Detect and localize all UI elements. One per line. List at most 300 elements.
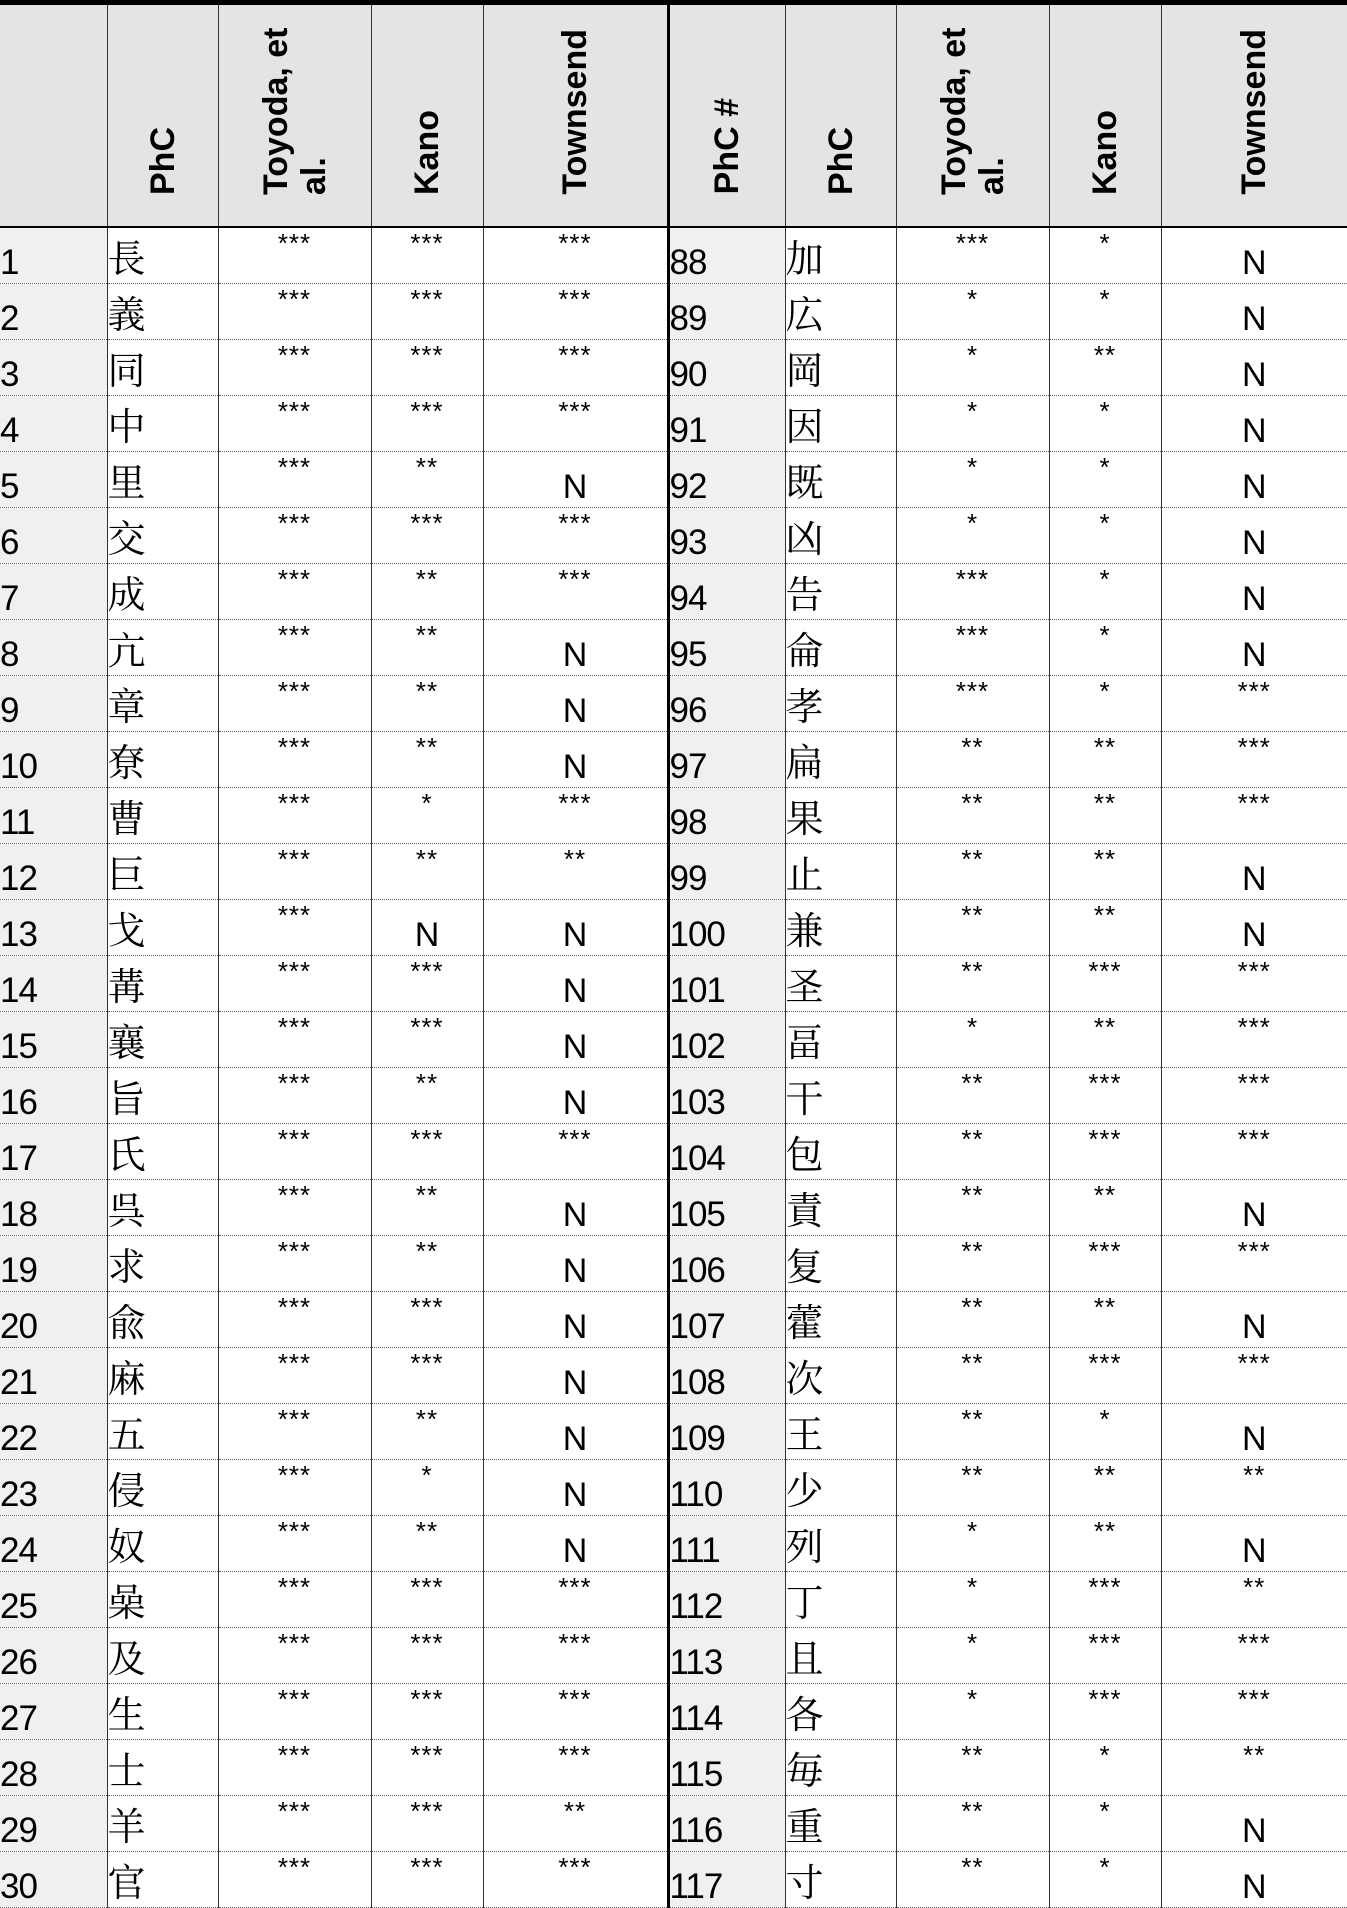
- phonetic-character-right: 干: [785, 1067, 896, 1123]
- kano-significance-right: *: [1049, 1851, 1161, 1907]
- table-row: [0, 1291, 1347, 1347]
- row-number-left: 26: [0, 1627, 107, 1683]
- kano-significance-right: ***: [1049, 1627, 1161, 1683]
- toyoda-significance-right: **: [896, 1347, 1049, 1403]
- toyoda-significance-right: **: [896, 1795, 1049, 1851]
- table-row: [0, 899, 1347, 955]
- toyoda-significance-left: ***: [218, 1235, 371, 1291]
- row-number-right: 114: [668, 1683, 785, 1739]
- phonetic-character-left: 亢: [107, 619, 218, 675]
- row-number-left: 23: [0, 1459, 107, 1515]
- kano-significance-left: ***: [371, 227, 483, 284]
- townsend-significance-right: ***: [1161, 731, 1347, 787]
- toyoda-significance-left: ***: [218, 1459, 371, 1515]
- kano-significance-left: ***: [371, 955, 483, 1011]
- townsend-significance-right: N: [1161, 507, 1347, 563]
- row-number-right: 101: [668, 955, 785, 1011]
- toyoda-significance-right: **: [896, 1291, 1049, 1347]
- phonetic-character-right: 責: [785, 1179, 896, 1235]
- table-row: [0, 227, 1347, 284]
- kano-significance-left: ***: [371, 1571, 483, 1627]
- kano-significance-right: ***: [1049, 1571, 1161, 1627]
- row-number-right: 103: [668, 1067, 785, 1123]
- toyoda-significance-left: ***: [218, 1011, 371, 1067]
- header-label: Kano: [408, 109, 446, 195]
- phonetic-character-right: 侖: [785, 619, 896, 675]
- toyoda-significance-right: *: [896, 339, 1049, 395]
- row-number-left: 13: [0, 899, 107, 955]
- phonetic-character-right: 重: [785, 1795, 896, 1851]
- kano-significance-right: *: [1049, 507, 1161, 563]
- townsend-significance-left: ***: [483, 227, 668, 284]
- table-row: [0, 675, 1347, 731]
- phonetic-character-left: 長: [107, 227, 218, 284]
- row-number-right: 110: [668, 1459, 785, 1515]
- row-number-left: 29: [0, 1795, 107, 1851]
- header-label: Townsend: [1235, 28, 1274, 195]
- townsend-significance-right: N: [1161, 1515, 1347, 1571]
- townsend-significance-right: N: [1161, 843, 1347, 899]
- phonetic-character-left: 成: [107, 563, 218, 619]
- row-number-right: 111: [668, 1515, 785, 1571]
- toyoda-significance-right: **: [896, 1739, 1049, 1795]
- phonetic-character-left: 尞: [107, 731, 218, 787]
- kano-significance-right: ***: [1049, 1683, 1161, 1739]
- toyoda-significance-left: ***: [218, 787, 371, 843]
- row-number-left: 21: [0, 1347, 107, 1403]
- phonetic-character-left: 及: [107, 1627, 218, 1683]
- toyoda-significance-right: *: [896, 395, 1049, 451]
- header-label: Kano: [1086, 109, 1124, 195]
- phonetic-character-left: 義: [107, 283, 218, 339]
- row-number-right: 99: [668, 843, 785, 899]
- row-number-left: 14: [0, 955, 107, 1011]
- toyoda-significance-left: ***: [218, 619, 371, 675]
- phonetic-character-right: 王: [785, 1403, 896, 1459]
- row-number-right: 95: [668, 619, 785, 675]
- kano-significance-right: **: [1049, 787, 1161, 843]
- kano-significance-left: **: [371, 1179, 483, 1235]
- toyoda-significance-right: **: [896, 1067, 1049, 1123]
- townsend-significance-left: N: [483, 955, 668, 1011]
- row-number-left: 20: [0, 1291, 107, 1347]
- header-toyoda-left: [218, 3, 371, 227]
- phonetic-character-right: 兼: [785, 899, 896, 955]
- phonetic-character-left: 旨: [107, 1067, 218, 1123]
- townsend-significance-right: ***: [1161, 1683, 1347, 1739]
- table-row: [0, 1683, 1347, 1739]
- kano-significance-right: **: [1049, 1179, 1161, 1235]
- toyoda-significance-left: ***: [218, 451, 371, 507]
- phonetic-character-right: 复: [785, 1235, 896, 1291]
- row-number-left: 30: [0, 1851, 107, 1907]
- row-number-left: 6: [0, 507, 107, 563]
- kano-significance-left: ***: [371, 1851, 483, 1907]
- header-label: Toyoda, et al.: [934, 27, 1011, 195]
- townsend-significance-right: ***: [1161, 1627, 1347, 1683]
- table-row: [0, 1459, 1347, 1515]
- table-header: [0, 3, 1347, 227]
- toyoda-significance-left: ***: [218, 1683, 371, 1739]
- kano-significance-right: **: [1049, 731, 1161, 787]
- toyoda-significance-right: ***: [896, 227, 1049, 284]
- row-number-right: 108: [668, 1347, 785, 1403]
- row-number-right: 116: [668, 1795, 785, 1851]
- row-number-right: 117: [668, 1851, 785, 1907]
- townsend-significance-left: ***: [483, 395, 668, 451]
- phonetic-character-right: 次: [785, 1347, 896, 1403]
- phonetic-character-left: 侵: [107, 1459, 218, 1515]
- townsend-significance-left: **: [483, 1795, 668, 1851]
- townsend-significance-right: **: [1161, 1739, 1347, 1795]
- kano-significance-left: ***: [371, 339, 483, 395]
- kano-significance-left: *: [371, 787, 483, 843]
- townsend-significance-right: N: [1161, 1795, 1347, 1851]
- kano-significance-left: ***: [371, 1123, 483, 1179]
- kano-significance-left: **: [371, 451, 483, 507]
- header-number-left: [0, 3, 107, 227]
- toyoda-significance-left: ***: [218, 1571, 371, 1627]
- phonetic-character-right: 藿: [785, 1291, 896, 1347]
- kano-significance-left: ***: [371, 1739, 483, 1795]
- table-row: [0, 283, 1347, 339]
- table-row: [0, 1739, 1347, 1795]
- phonetic-character-left: 求: [107, 1235, 218, 1291]
- townsend-significance-left: N: [483, 1235, 668, 1291]
- header-label: PhC: [143, 126, 182, 195]
- row-number-left: 4: [0, 395, 107, 451]
- kano-significance-right: *: [1049, 227, 1161, 284]
- kano-significance-left: ***: [371, 1011, 483, 1067]
- row-number-right: 105: [668, 1179, 785, 1235]
- toyoda-significance-left: ***: [218, 227, 371, 284]
- toyoda-significance-left: ***: [218, 1123, 371, 1179]
- kano-significance-right: **: [1049, 1291, 1161, 1347]
- townsend-significance-left: N: [483, 731, 668, 787]
- phonetic-character-left: 冓: [107, 955, 218, 1011]
- townsend-significance-right: N: [1161, 339, 1347, 395]
- townsend-significance-left: N: [483, 451, 668, 507]
- phonetic-character-right: 加: [785, 227, 896, 284]
- kano-significance-right: **: [1049, 899, 1161, 955]
- row-number-right: 88: [668, 227, 785, 284]
- table-row: [0, 395, 1347, 451]
- toyoda-significance-right: *: [896, 1571, 1049, 1627]
- phonetic-character-left: 呉: [107, 1179, 218, 1235]
- toyoda-significance-right: *: [896, 1627, 1049, 1683]
- phonetic-character-right: 凶: [785, 507, 896, 563]
- townsend-significance-right: ***: [1161, 787, 1347, 843]
- table-row: [0, 1403, 1347, 1459]
- phonetic-character-left: 兪: [107, 1291, 218, 1347]
- toyoda-significance-right: **: [896, 1179, 1049, 1235]
- row-number-left: 3: [0, 339, 107, 395]
- row-number-right: 100: [668, 899, 785, 955]
- row-number-right: 113: [668, 1627, 785, 1683]
- table-row: [0, 339, 1347, 395]
- kano-significance-right: ***: [1049, 955, 1161, 1011]
- phonetic-character-left: 交: [107, 507, 218, 563]
- phonetic-character-right: 毎: [785, 1739, 896, 1795]
- toyoda-significance-right: *: [896, 1515, 1049, 1571]
- phonetic-character-left: 里: [107, 451, 218, 507]
- header-label: Toyoda, et al.: [256, 27, 333, 195]
- table-body: [0, 227, 1347, 1908]
- kano-significance-left: **: [371, 563, 483, 619]
- table-row: [0, 1795, 1347, 1851]
- townsend-significance-left: N: [483, 675, 668, 731]
- row-number-left: 7: [0, 563, 107, 619]
- toyoda-significance-left: ***: [218, 1067, 371, 1123]
- toyoda-significance-left: ***: [218, 731, 371, 787]
- kano-significance-left: **: [371, 1515, 483, 1571]
- table-row: [0, 1515, 1347, 1571]
- row-number-left: 2: [0, 283, 107, 339]
- header-kano-right: [1049, 3, 1161, 227]
- row-number-right: 93: [668, 507, 785, 563]
- phonetic-character-left: 羊: [107, 1795, 218, 1851]
- row-number-left: 8: [0, 619, 107, 675]
- kano-significance-right: *: [1049, 675, 1161, 731]
- row-number-left: 17: [0, 1123, 107, 1179]
- phonetic-character-left: 生: [107, 1683, 218, 1739]
- townsend-significance-right: ***: [1161, 1123, 1347, 1179]
- townsend-significance-left: N: [483, 1403, 668, 1459]
- table-row: [0, 955, 1347, 1011]
- kano-significance-left: ***: [371, 1795, 483, 1851]
- kano-significance-right: *: [1049, 1739, 1161, 1795]
- townsend-significance-left: N: [483, 1347, 668, 1403]
- table-row: [0, 1571, 1347, 1627]
- row-number-right: 109: [668, 1403, 785, 1459]
- toyoda-significance-left: ***: [218, 1179, 371, 1235]
- table-row: [0, 731, 1347, 787]
- kano-significance-left: ***: [371, 1627, 483, 1683]
- row-number-right: 107: [668, 1291, 785, 1347]
- kano-significance-left: **: [371, 675, 483, 731]
- kano-significance-left: **: [371, 1067, 483, 1123]
- townsend-significance-left: N: [483, 1067, 668, 1123]
- phonetic-character-left: 中: [107, 395, 218, 451]
- toyoda-significance-right: *: [896, 507, 1049, 563]
- townsend-significance-right: **: [1161, 1459, 1347, 1515]
- townsend-significance-left: ***: [483, 1123, 668, 1179]
- phonetic-character-right: 孝: [785, 675, 896, 731]
- kano-significance-right: ***: [1049, 1067, 1161, 1123]
- toyoda-significance-left: ***: [218, 899, 371, 955]
- townsend-significance-right: N: [1161, 1291, 1347, 1347]
- table-row: [0, 1011, 1347, 1067]
- toyoda-significance-right: **: [896, 955, 1049, 1011]
- row-number-right: 92: [668, 451, 785, 507]
- toyoda-significance-left: ***: [218, 1739, 371, 1795]
- phonetic-character-right: 果: [785, 787, 896, 843]
- phonetic-character-left: 曹: [107, 787, 218, 843]
- kano-significance-right: *: [1049, 395, 1161, 451]
- townsend-significance-left: ***: [483, 507, 668, 563]
- phonetic-character-left: 喿: [107, 1571, 218, 1627]
- row-number-left: 18: [0, 1179, 107, 1235]
- townsend-significance-right: ***: [1161, 955, 1347, 1011]
- phonetic-character-left: 官: [107, 1851, 218, 1907]
- kano-significance-right: **: [1049, 1011, 1161, 1067]
- townsend-significance-right: ***: [1161, 1067, 1347, 1123]
- row-number-left: 27: [0, 1683, 107, 1739]
- townsend-significance-left: ***: [483, 1627, 668, 1683]
- toyoda-significance-right: **: [896, 1123, 1049, 1179]
- townsend-significance-right: N: [1161, 1403, 1347, 1459]
- townsend-significance-right: **: [1161, 1571, 1347, 1627]
- townsend-significance-left: N: [483, 1179, 668, 1235]
- phonetic-character-left: 奴: [107, 1515, 218, 1571]
- table-row: [0, 1627, 1347, 1683]
- toyoda-significance-right: *: [896, 283, 1049, 339]
- row-number-right: 102: [668, 1011, 785, 1067]
- row-number-left: 12: [0, 843, 107, 899]
- kano-significance-right: *: [1049, 563, 1161, 619]
- table-row: [0, 619, 1347, 675]
- table-row: [0, 843, 1347, 899]
- header-label: PhC #: [708, 98, 746, 195]
- row-number-left: 5: [0, 451, 107, 507]
- row-number-right: 112: [668, 1571, 785, 1627]
- townsend-significance-right: ***: [1161, 1347, 1347, 1403]
- header-phc-right: [785, 3, 896, 227]
- toyoda-significance-left: ***: [218, 283, 371, 339]
- phonetic-character-left: 同: [107, 339, 218, 395]
- townsend-significance-left: N: [483, 1291, 668, 1347]
- townsend-significance-right: ***: [1161, 1011, 1347, 1067]
- kano-significance-right: **: [1049, 1459, 1161, 1515]
- toyoda-significance-left: ***: [218, 1403, 371, 1459]
- townsend-significance-left: ***: [483, 339, 668, 395]
- kano-significance-left: ***: [371, 1683, 483, 1739]
- kano-significance-left: ***: [371, 1291, 483, 1347]
- kano-significance-right: *: [1049, 283, 1161, 339]
- phonetic-character-left: 章: [107, 675, 218, 731]
- phonetic-character-right: 因: [785, 395, 896, 451]
- townsend-significance-left: ***: [483, 1571, 668, 1627]
- townsend-significance-right: ***: [1161, 675, 1347, 731]
- toyoda-significance-left: ***: [218, 1515, 371, 1571]
- phonetic-character-right: 扁: [785, 731, 896, 787]
- row-number-right: 96: [668, 675, 785, 731]
- kano-significance-right: **: [1049, 1515, 1161, 1571]
- phonetic-character-right: 止: [785, 843, 896, 899]
- row-number-right: 89: [668, 283, 785, 339]
- toyoda-significance-left: ***: [218, 955, 371, 1011]
- toyoda-significance-right: *: [896, 1011, 1049, 1067]
- kano-significance-left: **: [371, 619, 483, 675]
- table-row: [0, 451, 1347, 507]
- toyoda-significance-left: ***: [218, 1291, 371, 1347]
- kano-significance-right: **: [1049, 843, 1161, 899]
- kano-significance-left: **: [371, 843, 483, 899]
- table-row: [0, 1851, 1347, 1907]
- townsend-significance-right: N: [1161, 899, 1347, 955]
- kano-significance-right: **: [1049, 339, 1161, 395]
- row-number-right: 104: [668, 1123, 785, 1179]
- row-number-left: 22: [0, 1403, 107, 1459]
- kano-significance-left: N: [371, 899, 483, 955]
- phonetic-character-right: 包: [785, 1123, 896, 1179]
- table-row: [0, 1123, 1347, 1179]
- kano-significance-left: ***: [371, 283, 483, 339]
- phonetic-character-left: 士: [107, 1739, 218, 1795]
- phonetic-character-right: 各: [785, 1683, 896, 1739]
- toyoda-significance-right: **: [896, 899, 1049, 955]
- townsend-significance-left: N: [483, 619, 668, 675]
- row-number-right: 98: [668, 787, 785, 843]
- row-number-left: 11: [0, 787, 107, 843]
- row-number-left: 1: [0, 227, 107, 284]
- phonetic-character-right: 少: [785, 1459, 896, 1515]
- header-row: [0, 3, 1347, 227]
- kano-significance-left: **: [371, 731, 483, 787]
- toyoda-significance-right: **: [896, 1403, 1049, 1459]
- townsend-significance-left: ***: [483, 787, 668, 843]
- kano-significance-left: **: [371, 1235, 483, 1291]
- header-phc-number-right: [668, 3, 785, 227]
- row-number-left: 15: [0, 1011, 107, 1067]
- phonetic-character-left: 五: [107, 1403, 218, 1459]
- toyoda-significance-left: ***: [218, 507, 371, 563]
- townsend-significance-left: **: [483, 843, 668, 899]
- toyoda-significance-left: ***: [218, 1347, 371, 1403]
- phonetic-character-right: 丁: [785, 1571, 896, 1627]
- header-label: Townsend: [556, 28, 594, 195]
- phonetic-character-right: 岡: [785, 339, 896, 395]
- toyoda-significance-right: ***: [896, 675, 1049, 731]
- toyoda-significance-left: ***: [218, 843, 371, 899]
- header-label: PhC: [821, 126, 860, 195]
- table-row: [0, 1235, 1347, 1291]
- row-number-left: 25: [0, 1571, 107, 1627]
- header-townsend-right: [1161, 3, 1347, 227]
- phonetic-character-left: 氏: [107, 1123, 218, 1179]
- townsend-significance-right: N: [1161, 227, 1347, 284]
- row-number-right: 115: [668, 1739, 785, 1795]
- row-number-left: 19: [0, 1235, 107, 1291]
- toyoda-significance-left: ***: [218, 675, 371, 731]
- phonetic-character-right: 列: [785, 1515, 896, 1571]
- toyoda-significance-right: ***: [896, 563, 1049, 619]
- table-row: [0, 507, 1347, 563]
- kano-significance-right: *: [1049, 619, 1161, 675]
- toyoda-significance-right: **: [896, 1235, 1049, 1291]
- townsend-significance-left: N: [483, 1011, 668, 1067]
- kano-significance-left: ***: [371, 395, 483, 451]
- kano-significance-right: ***: [1049, 1123, 1161, 1179]
- row-number-left: 16: [0, 1067, 107, 1123]
- toyoda-significance-right: ***: [896, 619, 1049, 675]
- header-townsend-left: [483, 3, 668, 227]
- row-number-right: 91: [668, 395, 785, 451]
- row-number-right: 106: [668, 1235, 785, 1291]
- row-number-right: 90: [668, 339, 785, 395]
- toyoda-significance-right: **: [896, 787, 1049, 843]
- kano-significance-right: ***: [1049, 1235, 1161, 1291]
- table-row: [0, 1067, 1347, 1123]
- townsend-significance-right: N: [1161, 1179, 1347, 1235]
- townsend-significance-right: N: [1161, 283, 1347, 339]
- kano-significance-left: ***: [371, 507, 483, 563]
- townsend-significance-left: ***: [483, 283, 668, 339]
- kano-significance-right: *: [1049, 1795, 1161, 1851]
- townsend-significance-left: N: [483, 1459, 668, 1515]
- phonetic-character-left: 戈: [107, 899, 218, 955]
- townsend-significance-left: ***: [483, 1683, 668, 1739]
